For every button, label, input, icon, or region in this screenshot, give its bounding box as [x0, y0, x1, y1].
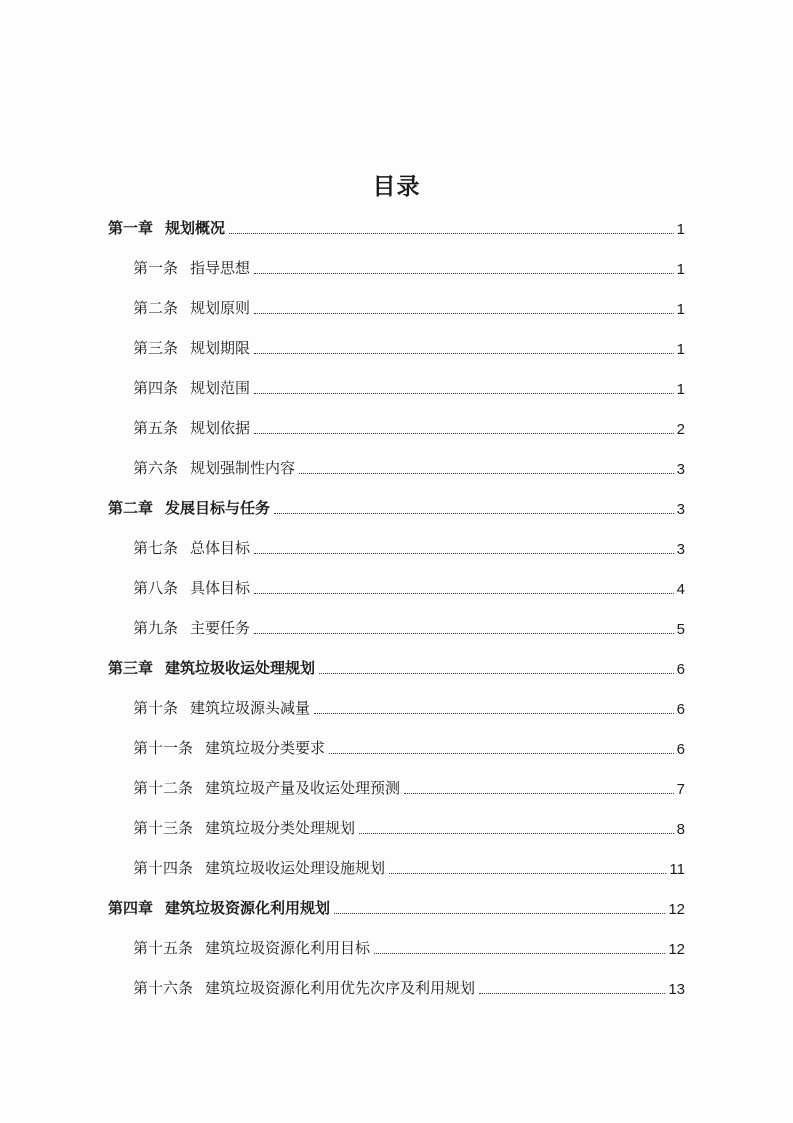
toc-article-entry[interactable] [0, 966, 793, 1006]
toc-entry-title: 规划强制性内容 [190, 459, 296, 477]
toc-dot-leader [374, 953, 665, 954]
toc-entry-title: 建筑垃圾资源化利用优先次序及利用规划 [205, 979, 476, 997]
toc-entry-number: 第一章 [108, 219, 154, 237]
toc-dot-leader [314, 713, 674, 714]
toc-page-number: 4 [676, 581, 685, 598]
toc-entry-number: 第十三条 [133, 819, 194, 837]
toc-dot-leader [254, 393, 674, 394]
toc-entry-title: 规划期限 [190, 339, 251, 357]
toc-entry-number: 第十五条 [133, 939, 194, 957]
page-title: 目录 [372, 174, 421, 200]
toc-entry-number: 第十二条 [133, 779, 194, 797]
toc-article-entry[interactable] [0, 766, 793, 806]
toc-page-number: 1 [676, 261, 685, 278]
toc-dot-leader [299, 473, 674, 474]
toc-dot-leader [389, 873, 666, 874]
toc-dot-leader [479, 993, 665, 994]
toc-dot-leader [359, 833, 674, 834]
toc-article-entry[interactable] [0, 926, 793, 966]
toc-entry-title: 规划原则 [190, 299, 251, 317]
toc-article-entry[interactable] [0, 406, 793, 446]
toc-dot-leader [254, 633, 674, 634]
toc-page-number: 2 [676, 421, 685, 438]
toc-entry-number: 第十一条 [133, 739, 194, 757]
toc-entry-title: 建筑垃圾源头减量 [190, 699, 311, 717]
toc-page-number: 6 [676, 701, 685, 718]
toc-article-entry[interactable] [0, 686, 793, 726]
toc-article-entry[interactable] [0, 246, 793, 286]
toc-article-entry[interactable] [0, 286, 793, 326]
toc-entry-title: 建筑垃圾分类要求 [205, 739, 326, 757]
toc-page-number: 12 [668, 941, 685, 958]
toc-page-number: 8 [676, 821, 685, 838]
toc-page-number: 1 [676, 301, 685, 318]
toc-entry-title: 建筑垃圾收运处理设施规划 [205, 859, 386, 877]
toc-page-number: 11 [669, 861, 685, 878]
toc-entry-title: 主要任务 [190, 619, 251, 637]
toc-article-entry[interactable] [0, 566, 793, 606]
toc-page-number: 1 [676, 341, 685, 358]
toc-entry-title: 具体目标 [190, 579, 251, 597]
toc-entry-number: 第四章 [108, 899, 154, 917]
toc-article-entry[interactable] [0, 806, 793, 846]
toc-dot-leader [404, 793, 674, 794]
toc-article-entry[interactable] [0, 846, 793, 886]
toc-dot-leader [254, 593, 674, 594]
toc-dot-leader [254, 273, 674, 274]
toc-page-number: 12 [668, 901, 685, 918]
toc-entry-title: 建筑垃圾资源化利用目标 [205, 939, 371, 957]
toc-article-entry[interactable] [0, 446, 793, 486]
toc-entry-number: 第九条 [133, 619, 179, 637]
table-of-contents [0, 206, 793, 1006]
toc-chapter-entry[interactable] [0, 486, 793, 526]
toc-article-entry[interactable] [0, 726, 793, 766]
toc-entry-number: 第四条 [133, 379, 179, 397]
toc-entry-number: 第三条 [133, 339, 179, 357]
toc-page-number: 6 [676, 661, 685, 678]
toc-page-number: 6 [676, 741, 685, 758]
toc-entry-number: 第十条 [133, 699, 179, 717]
toc-dot-leader [254, 353, 674, 354]
toc-entry-number: 第八条 [133, 579, 179, 597]
toc-dot-leader [329, 753, 674, 754]
toc-article-entry[interactable] [0, 526, 793, 566]
toc-entry-title: 建筑垃圾收运处理规划 [165, 659, 316, 677]
toc-entry-number: 第二条 [133, 299, 179, 317]
toc-entry-number: 第六条 [133, 459, 179, 477]
toc-entry-number: 第十六条 [133, 979, 194, 997]
toc-entry-title: 规划依据 [190, 419, 251, 437]
toc-chapter-entry[interactable] [0, 646, 793, 686]
toc-entry-title: 建筑垃圾资源化利用规划 [165, 899, 331, 917]
toc-article-entry[interactable] [0, 366, 793, 406]
toc-entry-title: 建筑垃圾分类处理规划 [205, 819, 356, 837]
toc-entry-title: 规划概况 [165, 219, 226, 237]
toc-entry-number: 第七条 [133, 539, 179, 557]
toc-page-number: 3 [676, 461, 685, 478]
toc-page-number: 13 [668, 981, 685, 998]
toc-dot-leader [334, 913, 665, 914]
toc-page-number: 1 [676, 381, 685, 398]
toc-entry-title: 总体目标 [190, 539, 251, 557]
toc-chapter-entry[interactable] [0, 886, 793, 926]
toc-article-entry[interactable] [0, 326, 793, 366]
toc-dot-leader [319, 673, 674, 674]
toc-chapter-entry[interactable] [0, 206, 793, 246]
toc-dot-leader [254, 553, 674, 554]
toc-entry-number: 第二章 [108, 499, 154, 517]
toc-dot-leader [254, 313, 674, 314]
toc-page-number: 7 [676, 781, 685, 798]
toc-entry-title: 指导思想 [190, 259, 251, 277]
toc-page-number: 1 [676, 221, 685, 238]
toc-entry-number: 第一条 [133, 259, 179, 277]
toc-entry-title: 规划范围 [190, 379, 251, 397]
toc-page-number: 3 [676, 541, 685, 558]
toc-entry-number: 第三章 [108, 659, 154, 677]
toc-dot-leader [229, 233, 674, 234]
toc-page-number: 5 [676, 621, 685, 638]
toc-page-number: 3 [676, 501, 685, 518]
toc-entry-number: 第五条 [133, 419, 179, 437]
toc-entry-title: 建筑垃圾产量及收运处理预测 [205, 779, 401, 797]
toc-entry-title: 发展目标与任务 [165, 499, 271, 517]
toc-entry-number: 第十四条 [133, 859, 194, 877]
toc-dot-leader [274, 513, 674, 514]
toc-dot-leader [254, 433, 674, 434]
toc-article-entry[interactable] [0, 606, 793, 646]
